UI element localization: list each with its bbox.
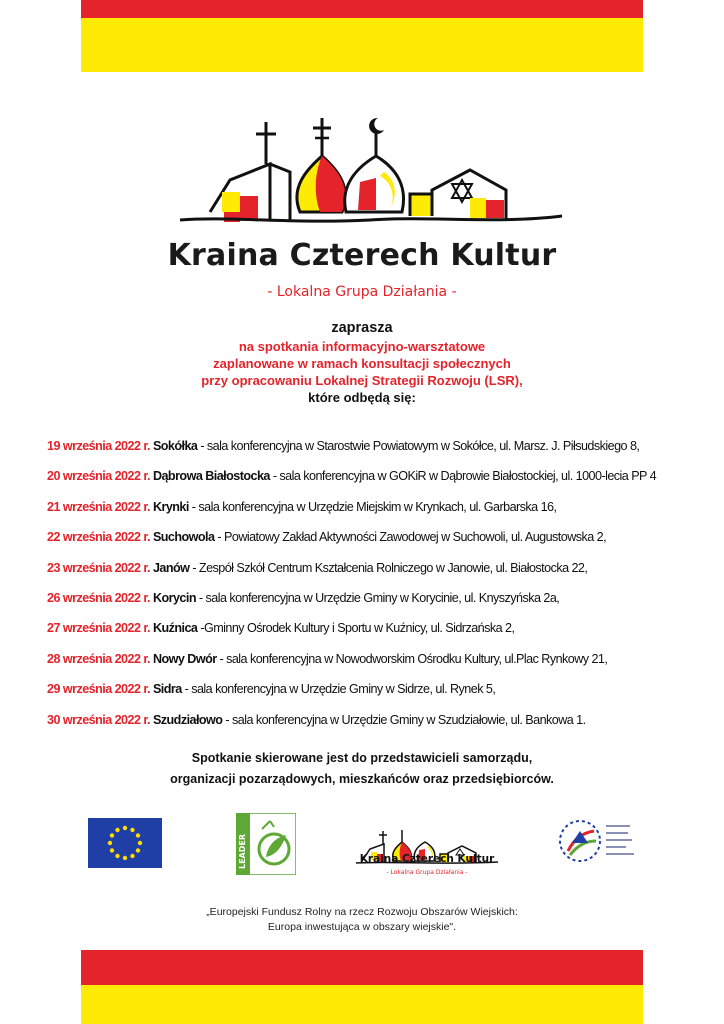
meeting-date: 22 września 2022 r. xyxy=(47,530,150,545)
leader-logo-icon xyxy=(236,813,296,875)
meeting-item xyxy=(47,705,717,735)
meeting-item xyxy=(47,583,717,613)
meeting-venue: - sala konferencyjna w Urzędzie Gminy w Szudziałowie, ul. Bankowa 1. xyxy=(222,712,586,727)
meeting-date: 26 września 2022 r. xyxy=(47,590,150,605)
invite-line-2: na spotkania informacyjno-warsztatowe xyxy=(238,339,486,354)
invite-line-3: zaplanowane w ramach konsultacji społecznych xyxy=(213,356,511,371)
brand-title: Kraina Czterech Kultur xyxy=(167,238,557,273)
brand-subtitle: - Lokalna Grupa Działania - xyxy=(267,284,457,300)
bottom-red-band xyxy=(81,950,643,985)
top-red-band xyxy=(81,0,643,18)
invite-line-5: które odbędą się: xyxy=(308,390,416,405)
meeting-item xyxy=(47,461,717,491)
meeting-town: Korycin xyxy=(152,590,196,605)
meeting-town: Janów xyxy=(152,560,190,575)
invite-line-4: przy opracowaniu Lokalnej Strategii Rozwoju (LSR), xyxy=(201,373,523,388)
meeting-town: Dąbrowa Białostocka xyxy=(152,469,270,484)
audience-line-2: organizacji pozarządowych, mieszkańców oraz przedsiębiorców. xyxy=(170,772,554,786)
fund-line-2: Europa inwestująca w obszary wiejskie". xyxy=(267,921,457,933)
meeting-date: 23 września 2022 r. xyxy=(47,560,150,575)
top-yellow-band xyxy=(81,18,643,72)
meeting-item xyxy=(47,492,717,522)
fund-line-1: „Europejski Fundusz Rolny na rzecz Rozwoju Obszarów Wiejskich: xyxy=(206,906,518,918)
meeting-item xyxy=(47,431,717,461)
meeting-date: 29 września 2022 r. xyxy=(47,682,150,697)
audience-line-1: Spotkanie skierowane jest do przedstawicieli samorządu, xyxy=(191,751,533,765)
meeting-town: Nowy Dwór xyxy=(152,651,217,666)
meeting-town: Szudziałowo xyxy=(152,712,223,727)
meeting-venue: - sala konferencyjna w GOKiR w Dąbrowie Białostockiej, ul. 1000-lecia PP 4 xyxy=(269,469,657,484)
eu-flag-icon xyxy=(88,818,162,868)
fund-footnote xyxy=(0,905,724,935)
meeting-item xyxy=(47,674,717,704)
four-cultures-logo-icon xyxy=(170,112,570,240)
meeting-town: Sokółka xyxy=(152,439,198,453)
meeting-town: Krynki xyxy=(152,499,189,514)
meeting-date: 30 września 2022 r. xyxy=(47,712,150,727)
invitation-block xyxy=(0,318,724,407)
meeting-date: 20 września 2022 r. xyxy=(47,469,150,484)
meeting-venue: - sala konferencyjna w Nowodworskim Ośrodku Kultury, ul.Plac Rynkowy 21, xyxy=(216,651,608,666)
bottom-yellow-band xyxy=(81,985,643,1024)
meeting-date: 28 września 2022 r. xyxy=(47,651,150,666)
meeting-venue: - sala konferencyjna w Urzędzie Gminy w Sidrze, ul. Rynek 5, xyxy=(181,682,496,697)
meeting-date: 21 września 2022 r. xyxy=(47,499,150,514)
meeting-venue: - sala konferencyjna w Urzędzie Miejskim w Krynkach, ul. Garbarska 16, xyxy=(188,499,557,514)
audience-note xyxy=(0,748,724,790)
meeting-venue: - Powiatowy Zakład Aktywności Zawodowej w Suchowoli, ul. Augustowska 2, xyxy=(214,530,607,545)
meeting-item xyxy=(47,644,717,674)
meeting-venue: - sala konferencyjna w Urzędzie Gminy w Korycinie, ul. Knyszyńska 2a, xyxy=(195,590,560,605)
eu-stars-icon xyxy=(88,818,162,868)
meeting-item xyxy=(47,553,717,583)
meeting-list xyxy=(47,431,717,735)
small-logo-subtitle: - Lokalna Grupa Działania - xyxy=(386,869,468,876)
meeting-item xyxy=(47,613,717,643)
invite-line-1: zaprasza xyxy=(331,320,393,336)
meeting-venue: - Zespół Szkół Centrum Kształcenia Rolniczego w Janowie, ul. Białostocka 22, xyxy=(189,560,588,575)
meeting-town: Kuźnica xyxy=(152,621,198,636)
meeting-venue: - sala konferencyjna w Starostwie Powiatowym w Sokółce, ul. Marsz. J. Piłsudskiego 8, xyxy=(197,439,640,453)
meeting-date: 27 września 2022 r. xyxy=(47,621,150,636)
meeting-item xyxy=(47,522,717,552)
meeting-town: Sidra xyxy=(152,682,182,697)
prow-programme-logo-icon xyxy=(556,815,638,867)
leader-text: LEADER xyxy=(238,833,247,869)
small-logo-title: Kraina Czterech Kultur xyxy=(359,853,495,865)
meeting-date: 19 września 2022 r. xyxy=(47,439,150,453)
meeting-town: Suchowola xyxy=(152,530,215,545)
meeting-venue: -Gminny Ośrodek Kultury i Sportu w Kuźnicy, ul. Sidrzańska 2, xyxy=(197,621,515,636)
